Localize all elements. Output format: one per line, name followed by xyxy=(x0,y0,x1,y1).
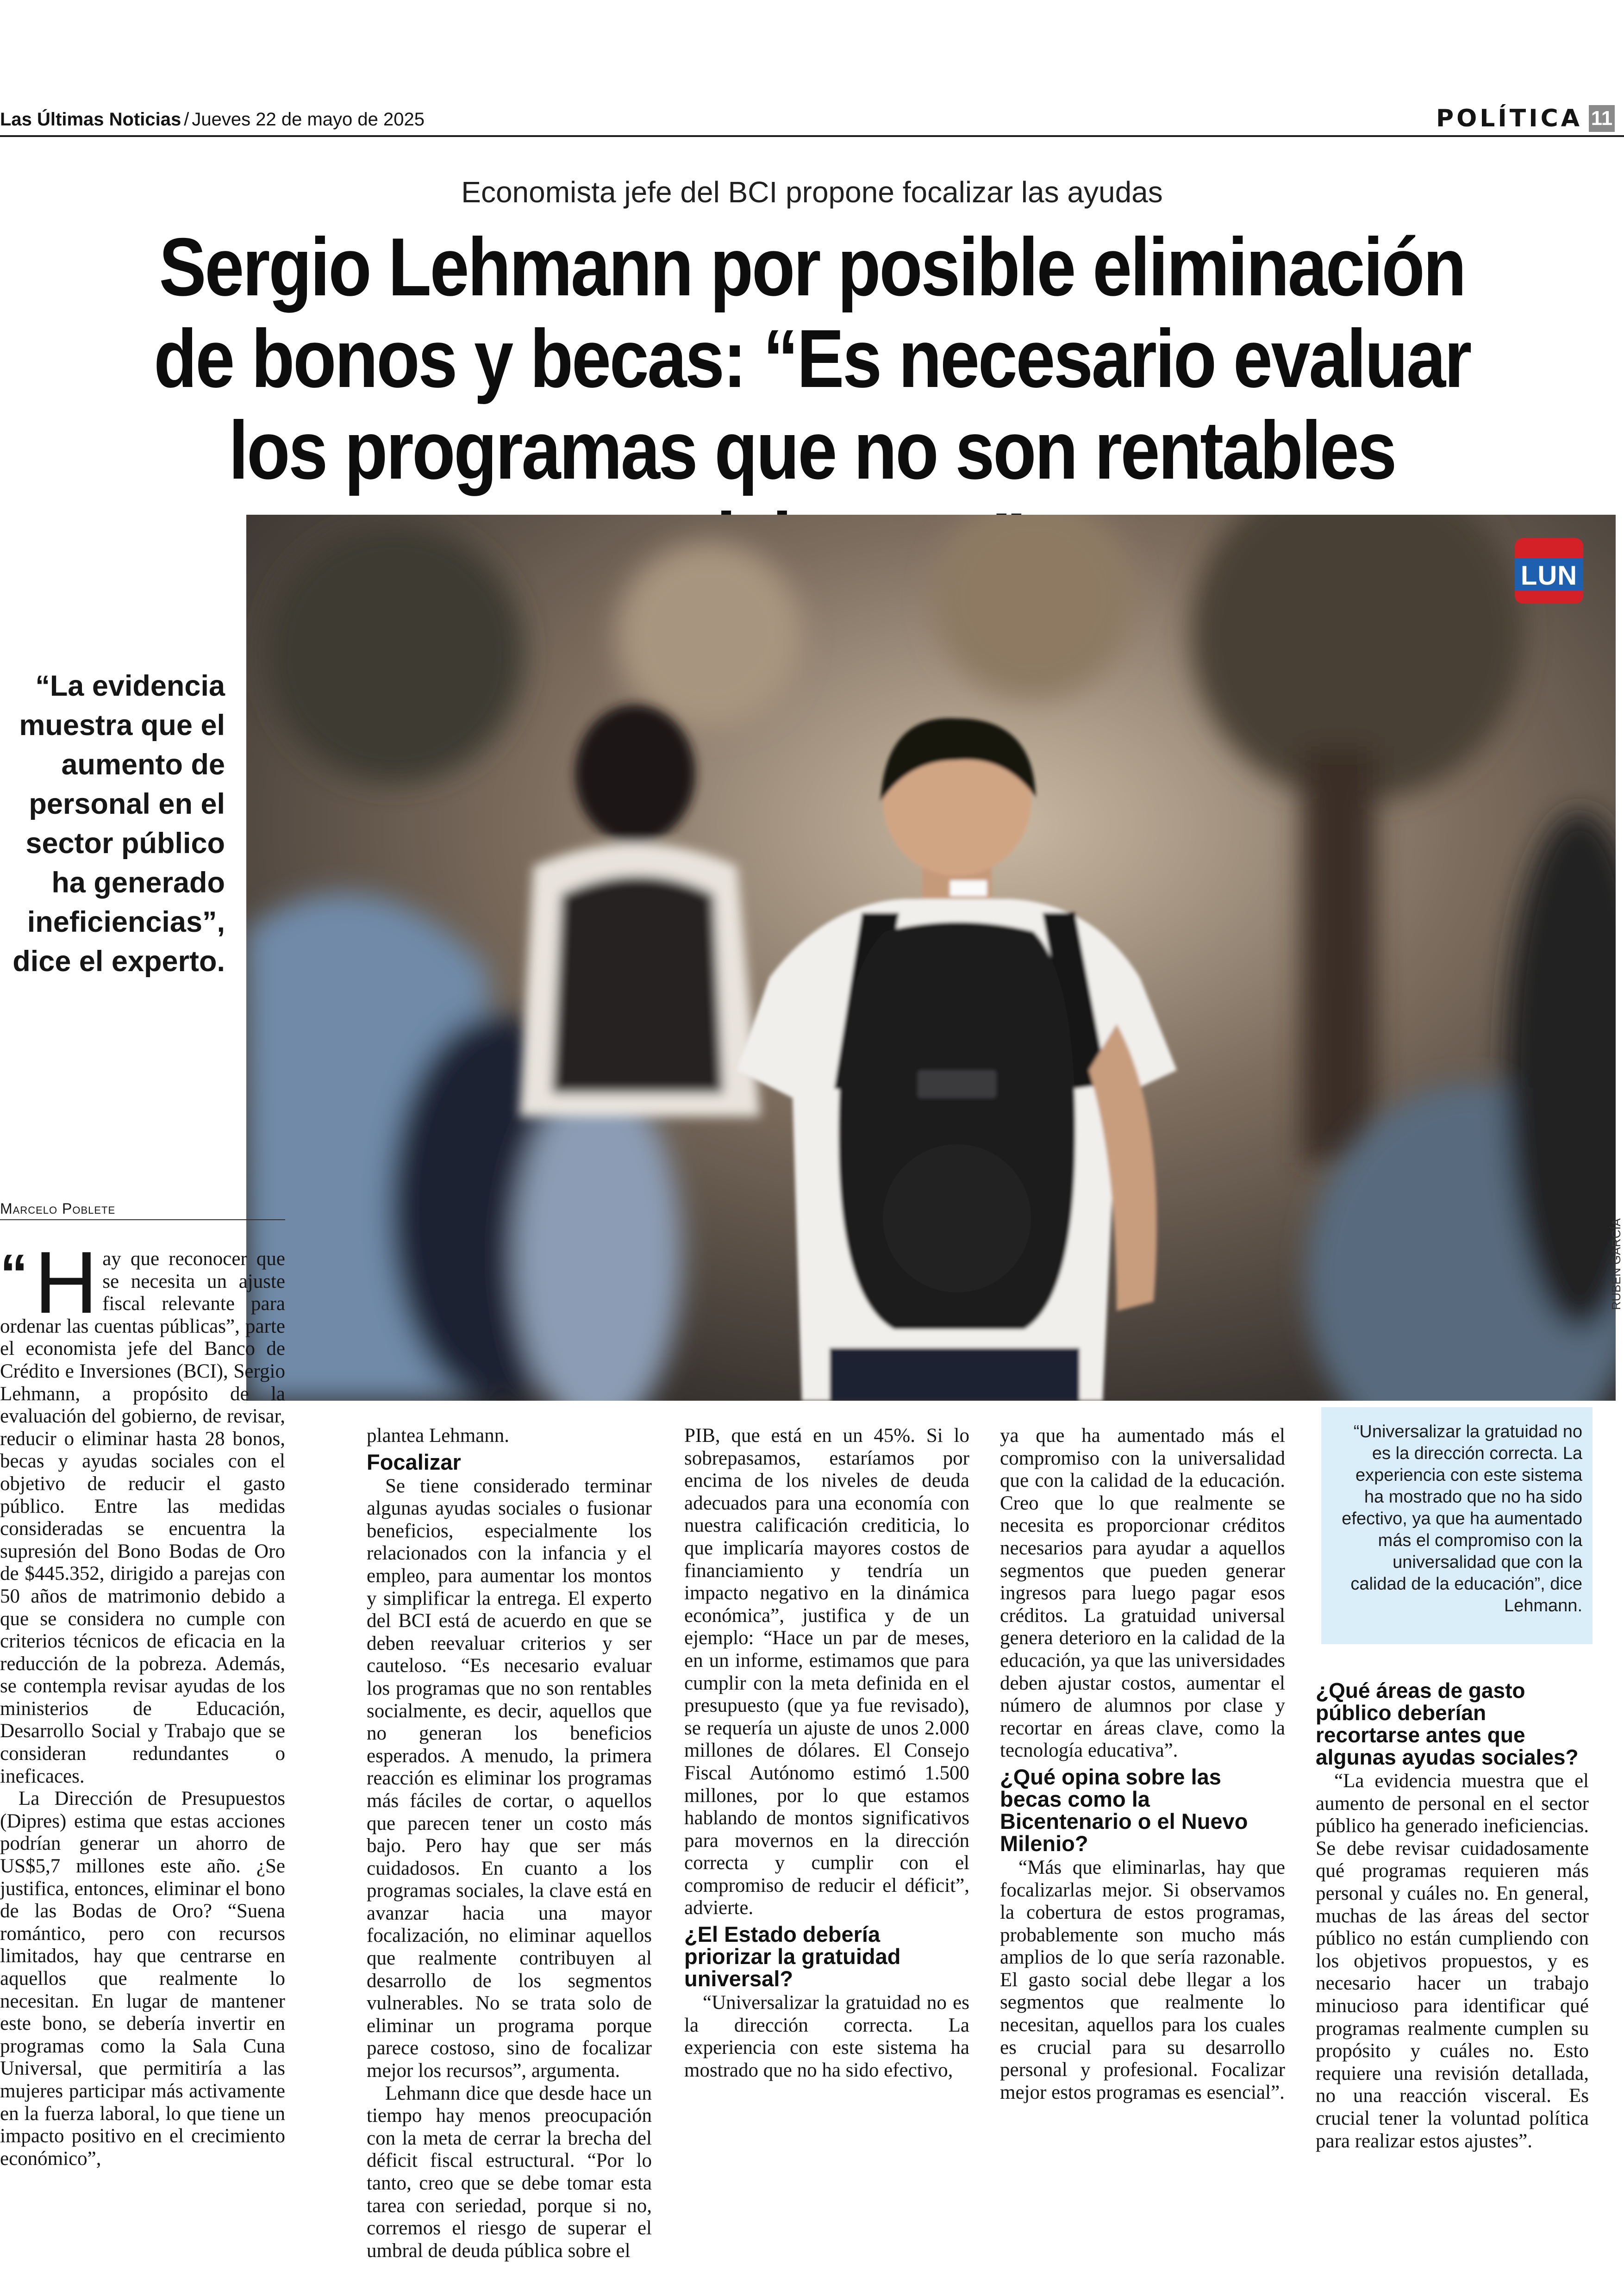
header-separator: / xyxy=(184,109,189,130)
article-column-1 xyxy=(0,1234,285,2170)
article-column-2 xyxy=(367,1425,652,2262)
answer-gasto-publico: “La evidencia muestra que el aumento de personal en el sector público ha generado ineficiencias. Se debe revisar cuidadosamente qué programas requieren más personal y cuáles no. En general, muchas de las áreas del sector público no están cumpliendo con los objetivos propuestos, y es necesario hacer un trabajo minucioso para identificar qué programas realmente cumplen su propósito y cuáles no. Esto requiere una revisión detallada, no una reacción visceral. Es crucial tener la voluntad política para realizar estos ajustes”. xyxy=(1316,1770,1589,2152)
subheading-focalizar: Focalizar xyxy=(367,1449,461,1474)
paragraph-focalizar: Se tiene considerado terminar algunas ayudas sociales o fusionar beneficios, especialmente los relacionados con la infancia y el empleo, para aumentar los montos y simplificar la entrega. El experto del BCI está de acuerdo en que se deben reevaluar criterios y ser cauteloso. “Es necesario evaluar los programas que no son rentables socialmente, es decir, aquellos que no generan los beneficios esperados. A menudo, la primera reacción es eliminar los programas más fáciles de cortar, o aquellos que parecen tener un costo más bajo. Pero hay que ser más cuidadosos. En cuanto a los programas sociales, la clave está en avanzar hacia una mayor focalización, no eliminar aquellos que realmente contribuyen al desarrollo de los segmentos vulnerables. No se trata solo de eliminar un programa porque parece costoso, sino de focalizar mejor los recursos”, argumenta. xyxy=(367,1475,652,2082)
header-rule xyxy=(0,135,1624,137)
article-column-4 xyxy=(1000,1425,1285,2104)
pull-quote: “La evidencia muestra que el aumento de personal en el sector público ha generado ineficiencias”, dice el experto. xyxy=(12,670,225,978)
drop-cap: H xyxy=(34,1234,98,1332)
lead-text: ay que reconocer que se necesita un ajuste fiscal relevante para ordenar las cuentas públicas”, parte el economista jefe del Banco de Crédito e Inversiones (BCI), Sergio Lehmann, a propósito de la evaluación del gobierno, de revisar, reducir o eliminar hasta 28 bonos, becas y ayudas sociales con el objetivo de reducir el gasto público. Entre las medidas consideradas se encuentra la supresión del Bono Bodas de Oro de $445.352, dirigido a parejas con 50 años de matrimonio debido a que se considera no cumple con criterios técnicos de eficacia en la reducción de la pobreza. Además, se contempla revisar ayudas de los ministerios de Educación, Desarrollo Social y Trabajo que se consideran redundantes o ineficaces. xyxy=(0,1248,285,1787)
question-becas: ¿Qué opina sobre las becas como la Bicentenario o el Nuevo Milenio? xyxy=(1000,1764,1248,1856)
article-column-3 xyxy=(684,1425,969,2082)
article-photo xyxy=(246,515,1616,1401)
paragraph-plantea: plantea Lehmann. xyxy=(367,1425,510,1447)
byline: Marcelo Poblete xyxy=(0,1200,116,1217)
lun-logo-text: LUN xyxy=(1520,561,1578,591)
headline: Sergio Lehmann por posible eliminación de bonos y becas: “Es necesario evaluar los programas que no son rentables xyxy=(154,221,1470,496)
lead-paragraph xyxy=(0,1234,285,1788)
answer-gratuidad: “Universalizar la gratuidad no es la dirección correcta. La experiencia con este sistema ha mostrado que no ha sido efectivo, xyxy=(684,1992,969,2081)
question-gasto-publico: ¿Qué áreas de gasto público deberían recortarse antes que algunas ayudas sociales? xyxy=(1316,1678,1579,1769)
issue-date: Jueves 22 de mayo de 2025 xyxy=(192,109,425,130)
sidebar-quote: “Universalizar la gratuidad no es la dirección correcta. La experiencia con este sistema ha mostrado que no ha sido efectivo, ya que ha aumentado más el compromiso con la universalidad que con la calidad de la educación”, dice Lehmann. xyxy=(1342,1422,1582,1615)
question-gratuidad: ¿El Estado debería priorizar la gratuidad universal? xyxy=(684,1922,901,1991)
header-publication-date xyxy=(0,109,425,130)
answer-gratuidad-continued: ya que ha aumentado más el compromiso con la universalidad que con la calidad de la educación. Creo que lo que realmente se necesita es proporcionar créditos necesarios para ayudar a aquellos segmentos que pueden generar ingresos para luego pagar esos créditos. La gratuidad universal genera deterioro en la calidad de la educación, ya que las universidades deben ajustar costos, aumentar el número de alumnos por clase y recortar en áreas clave, como la tecnología educativa”. xyxy=(1000,1425,1285,1762)
section-label: POLÍTICA xyxy=(1436,105,1582,132)
paragraph-lehmann-dice: PIB, que está en un 45%. Si lo sobrepasamos, estaríamos por encima de los niveles de deuda adecuados para una economía con nuestra calificación crediticia, lo que implicaría mayores costos de financiamiento y tendría un impacto negativo en la dinámica económica”, justifica y de un ejemplo: “Hace un par de meses, en un informe, estimamos que para cumplir con la meta definida en el presupuesto (que ya fue revisado), se requería un ajuste de unos 2.000 millones de dólares. El Consejo Fiscal Autónomo estimó 1.500 millones, por lo que estamos hablando de montos significativos para movernos en la dirección correcta y cumplir con el compromiso de reducir el déficit”, advierte. xyxy=(684,1425,969,1919)
lead-open-quote: “ xyxy=(0,1243,28,1305)
byline-rule xyxy=(0,1219,285,1220)
students-walking-illustration xyxy=(246,515,1616,1401)
paragraph-lehmann-dice-start: Lehmann dice que desde hace un tiempo hay menos preocupación con la meta de cerrar la brecha del déficit fiscal estructural. “Por lo tanto, creo que se debe tomar esta tarea con seriedad, porque si no, corremos el riesgo de superar el umbral de deuda pública sobre el xyxy=(367,2082,652,2262)
paragraph-dipres: La Dirección de Presupuestos (Dipres) estima que estas acciones podrían generar un ahorro de US$5,7 millones este año. ¿Se justifica, entonces, eliminar el bono de las Bodas de Oro? “Suena romántico, pero con recursos limitados, hay que centrarse en aquellos que realmente lo necesitan. En lugar de mantener este bono, se debería invertir en programas como la Sala Cuna Universal, que permitiría a las mujeres participar más activamente en la fuerza laboral, lo que tiene un impacto positivo en el crecimiento económico”, xyxy=(0,1788,285,2170)
answer-becas: “Más que eliminarlas, hay que focalizarlas mejor. Si observamos la cobertura de estos programas, probablemente son mucho más amplios de lo que sería razonable. El gasto social debe llegar a los segmentos que realmente lo necesitan, aquellos para los cuales es crucial para su desarrollo personal y profesional. Focalizar mejor estos programas es esencial”. xyxy=(1000,1856,1285,2103)
section-header xyxy=(1436,105,1615,132)
kicker: Economista jefe del BCI propone focalizar las ayudas xyxy=(461,175,1163,209)
photo-credit: RUBÉN GARCÍA xyxy=(1609,1218,1623,1310)
publication-name: Las Últimas Noticias xyxy=(0,109,181,130)
lun-logo xyxy=(1515,538,1583,604)
page-number: 11 xyxy=(1589,105,1615,132)
article-column-5 xyxy=(1316,1676,1589,2152)
